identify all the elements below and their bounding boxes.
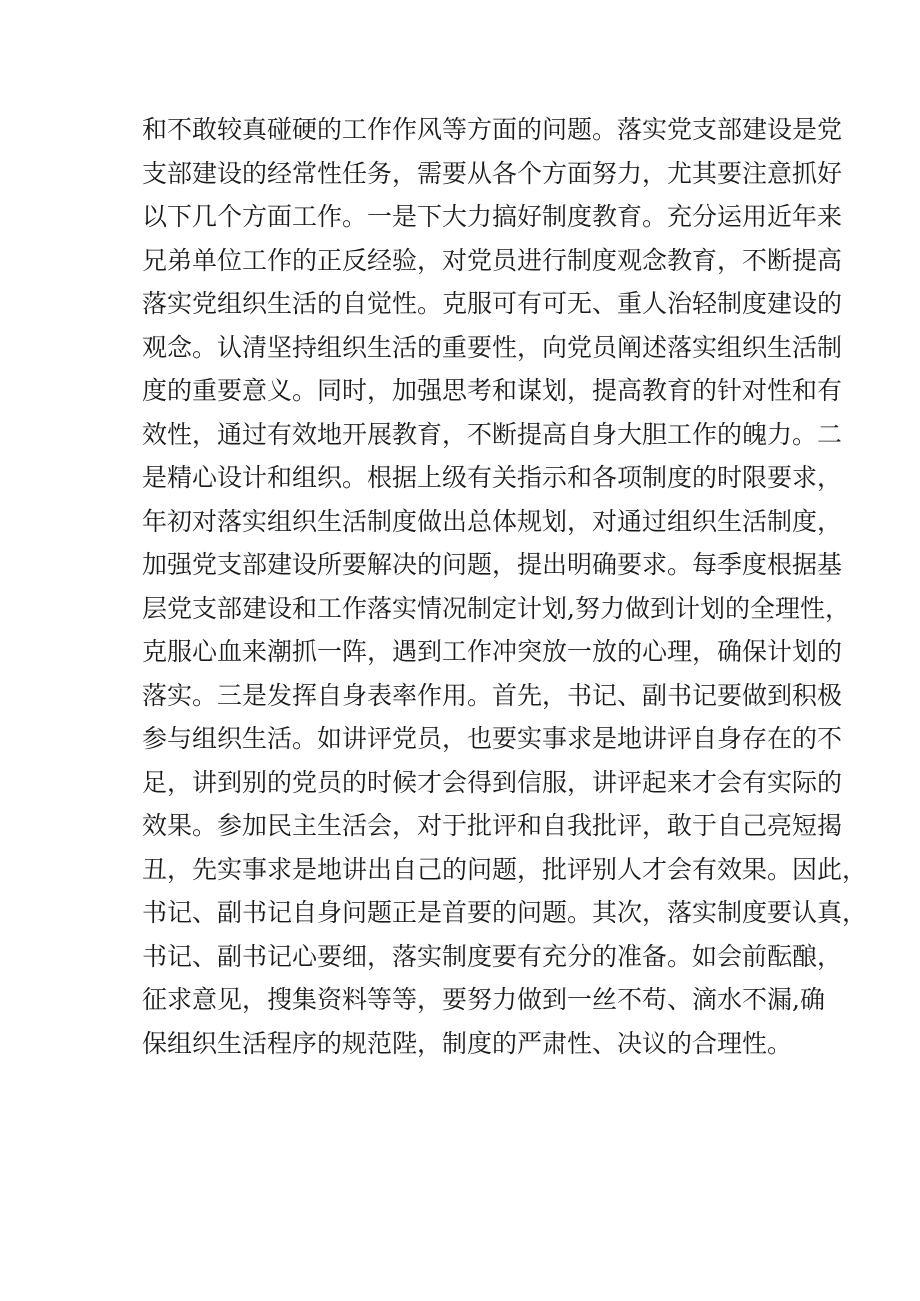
body-text bbox=[142, 108, 868, 1065]
text-line: 以下几个方面工作。一是下大力搞好制度教育。充分运用近年来 bbox=[142, 202, 843, 231]
text-line: 是精心设计和组织。根据上级有关指示和各项制度的时限要求， bbox=[142, 463, 843, 492]
text-line: 克服心血来潮抓一阵，遇到工作冲突放一放的心理，确保计划的 bbox=[142, 637, 843, 666]
text-line: 保组织生活程序的规范陛，制度的严肃性、决议的合理性。 bbox=[142, 1028, 793, 1058]
text-line: 度的重要意义。同时，加强思考和谋划，提高教育的针对性和有 bbox=[142, 376, 843, 405]
text-line: 征求意见，搜集资料等等，要努力做到一丝不苟、滴水不漏,确 bbox=[142, 985, 825, 1014]
text-line: 观念。认清坚持组织生活的重要性，向党员阐述落实组织生活制 bbox=[142, 332, 843, 362]
text-line: 丑，先实事求是地讲出自己的问题，批评别人才会有效果。因此， bbox=[142, 854, 868, 884]
text-line: 落实党组织生活的自觉性。克服可有可无、重人治轻制度建设的 bbox=[142, 289, 843, 318]
text-line: 书记、副书记心要细，落实制度要有充分的准备。如会前酝酿， bbox=[142, 941, 843, 971]
text-line: 年初对落实组织生活制度做出总体规划，对通过组织生活制度， bbox=[142, 506, 843, 536]
text-line: 支部建设的经常性任务，需要从各个方面努力，尤其要注意抓好 bbox=[142, 158, 843, 188]
text-line: 兄弟单位工作的正反经验，对党员进行制度观念教育，不断提高 bbox=[142, 245, 843, 275]
text-line: 落实。三是发挥自身表率作用。首先，书记、副书记要做到积极 bbox=[142, 680, 843, 710]
text-line: 效果。参加民主生活会，对于批评和自我批评，敢于自己亮短揭 bbox=[142, 811, 843, 840]
text-line: 加强党支部建设所要解决的问题，提出明确要求。每季度根据基 bbox=[142, 550, 843, 579]
text-line: 效性，通过有效地开展教育，不断提高自身大胆工作的魄力。二 bbox=[142, 419, 843, 449]
text-line: 和不敢较真碰硬的工作作风等方面的问题。落实党支部建设是党 bbox=[142, 115, 843, 144]
text-line: 层党支部建设和工作落实情况制定计划,努力做到计划的全理性， bbox=[142, 593, 850, 623]
text-line: 参与组织生活。如讲评党员，也要实事求是地讲评自身存在的不 bbox=[142, 724, 843, 753]
text-line: 足，讲到别的党员的时候才会得到信服，讲评起来才会有实际的 bbox=[142, 767, 843, 797]
text-line: 书记、副书记自身问题正是首要的问题。其次，落实制度要认真， bbox=[142, 898, 868, 927]
